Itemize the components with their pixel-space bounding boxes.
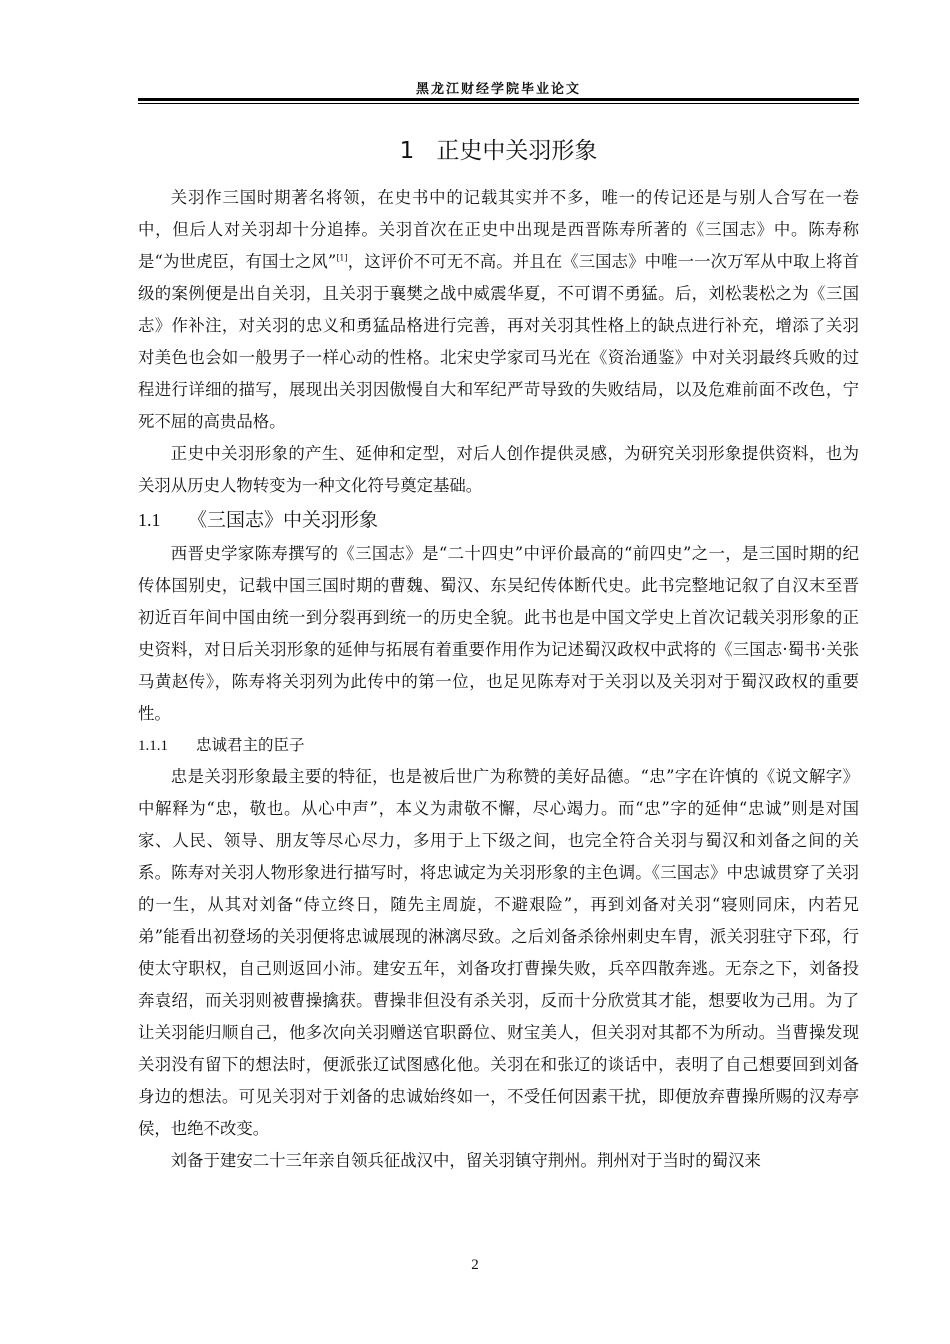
section-number-1-1-1: 1.1.1 bbox=[138, 738, 168, 754]
header-rule-thin bbox=[138, 103, 859, 104]
section-title-1-1-1: 忠诚君主的臣子 bbox=[196, 736, 305, 754]
intro-paragraph-1-text-a: 关羽作三国时期著名将领，在史书中的记载其实并不多，唯一的传记还是与别人合写在一卷中，但后人对关羽却十分追捧。关羽首次在正史中出现是西晋陈寿所著的《三国志》中。陈寿称是“为世虎臣，有国士之风” bbox=[138, 188, 859, 271]
section-1-1-1-paragraph-1: 忠是关羽形象最主要的特征，也是被后世广为称赞的美好品德。“忠”字在许慎的《说文解字》中解释为“忠，敬也。从心中声”，本义为肃敬不懈，尽心竭力。而“忠”字的延伸“忠诚”则是对国家、人民、领导、朋友等尽心尽力，多用于上下级之间，也完全符合关羽与蜀汉和刘备之间的关系。陈寿对关羽人物形象进行描写时，将忠诚定为关羽形象的主色调。《三国志》中忠诚贯穿了关羽的一生，从其对刘备“侍立终日，随先主周旋，不避艰险”，再到刘备对关羽“寝则同床，内若兄弟”能看出初登场的关羽便将忠诚展现的淋漓尽致。之后刘备杀徐州刺史车胄，派关羽驻守下邳，行使太守职权，自己则返回小沛。建安五年，刘备攻打曹操失败，兵卒四散奔逃。无奈之下，刘备投奔袁绍，而关羽则被曹操擒获。曹操非但没有杀关羽，反而十分欣赏其才能，想要收为己用。为了让关羽能归顺自己，他多次向关羽赠送官职爵位、财宝美人，但关羽对其都不为所动。当曹操发现关羽没有留下的想法时，便派张辽试图感化他。关羽在和张辽的谈话中，表明了自己想要回到刘备身边的想法。可见关羽对于刘备的忠诚始终如一，不受任何因素干扰，即便放弃曹操所赐的汉寿亭侯，也绝不改变。 bbox=[138, 767, 859, 1138]
section-title-1-1: 《三国志》中关羽形象 bbox=[188, 509, 379, 531]
chapter-number: 1 bbox=[399, 138, 415, 164]
header-rule-thick bbox=[138, 98, 859, 101]
citation-ref: [1] bbox=[336, 253, 348, 263]
chapter-title-text: 正史中关羽形象 bbox=[436, 138, 598, 164]
section-1-1-1-paragraph-2: 刘备于建安二十三年亲自领兵征战汉中，留关羽镇守荆州。荆州对于当时的蜀汉来 bbox=[170, 1151, 761, 1170]
intro-paragraph-1 bbox=[138, 182, 859, 438]
intro-paragraph-1-text-b: ，这评价不可无不高。并且在《三国志》中唯一一次万军从中取上将首级的案例便是出自关羽，且关羽于襄樊之战中威震华夏，不可谓不勇猛。后，刘松裴松之为《三国志》作补注，对关羽的忠义和勇猛品格进行完善，再对关羽其性格上的缺点进行补充，增添了关羽对美色也会如一般男子一样心动的性格。北宋史学家司马光在《资治通鉴》中对关羽最终兵败的过程进行详细的描写，展现出关羽因傲慢自大和军纪严苛导致的失败结局，以及危难前面不改色，宁死不屈的高贵品格。 bbox=[138, 252, 859, 431]
intro-paragraph-2: 正史中关羽形象的产生、延伸和定型，对后人创作提供灵感，为研究关羽形象提供资料，也为关羽从历史人物转变为一种文化符号奠定基础。 bbox=[138, 444, 859, 495]
running-header: 黑龙江财经学院毕业论文 bbox=[415, 82, 581, 97]
page-number: 2 bbox=[471, 1257, 479, 1273]
section-number-1-1: 1.1 bbox=[138, 510, 161, 530]
section-heading-1-1-1 bbox=[138, 730, 859, 761]
section-1-1-paragraph: 西晋史学家陈寿撰写的《三国志》是“二十四史”中评价最高的“前四史”之一，是三国时期的纪传体国别史，记载中国三国时期的曹魏、蜀汉、东吴纪传体断代史。此书完整地记叙了自汉末至晋初近百年间中国由统一到分裂再到统一的历史全貌。此书也是中国文学史上首次记载关羽形象的正史资料，对日后关羽形象的延伸与拓展有着重要作用作为记述蜀汉政权中武将的《三国志·蜀书·关张马黄赵传》，陈寿将关羽列为此传中的第一位，也足见陈寿对于关羽以及关羽对于蜀汉政权的重要性。 bbox=[138, 544, 859, 723]
section-heading-1-1 bbox=[138, 502, 859, 538]
body-content bbox=[138, 182, 859, 1177]
chapter-heading bbox=[138, 132, 859, 165]
